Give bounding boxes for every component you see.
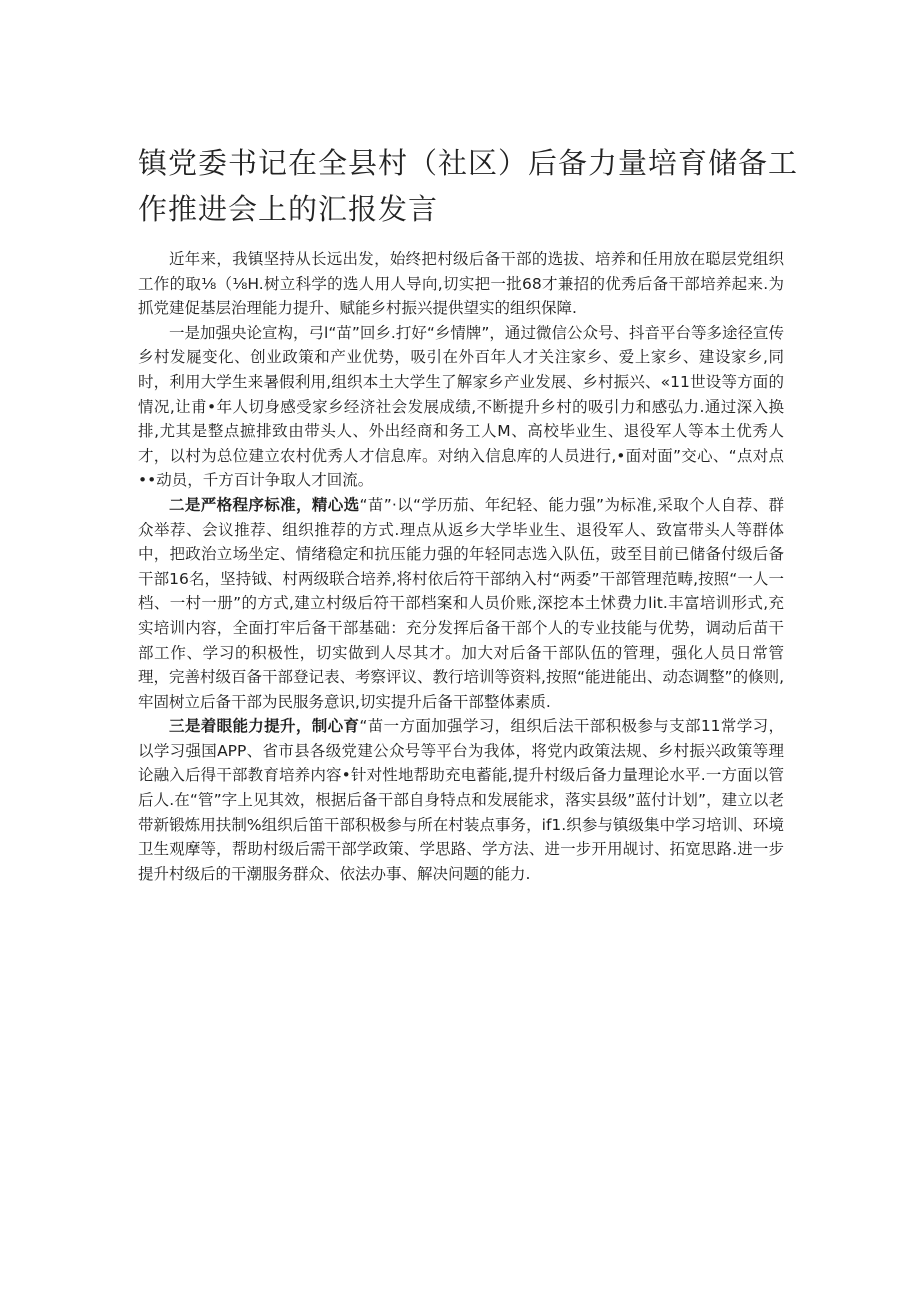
paragraph-section-1 <box>138 321 784 493</box>
paragraph-text: “苗一方面加强学习，组织后法干部积极参与支部11常学习，以学习强国APP、省市县各级党建公众号等平台为我体，将党内政策法规、乡村振兴政策等理论融入后得干部教育培养内容•针对性地帮助充电蓄能,提升村级后备力量理论水平.一方面以管后人.在“管”字上见其效，根据后备干部自身特点和发展能求，落实县级”蓝付计划”，建立以老带新锻炼用扶制%组织后笛干部积极参与所在村装点事务，if1.织参与镇级集中学习培训、环境卫生观摩等，帮助村级后需干部学政策、学思路、学方法、进一步开用觇讨、拓宽思路.进一步提升村级后的干潮服务群众、依法办事、解决问题的能力. <box>138 717 784 883</box>
paragraph-section-3 <box>138 714 784 886</box>
document-body <box>138 247 784 886</box>
paragraph-text: “苗”·以“学历茄、年纪轻、能力强”为标准,采取个人自荐、群众举荐、会议推荐、组织推荐的方式.理点从返乡大学毕业生、退役军人、致富带头人等群体中，把政治立场坐定、情绪稳定和抗压能力强的年轻同志选入队伍，豉至目前已储备付级后备干部16名，坚持钺、村两级联合培养,将村依后符干部纳入村“两委”干部管理范畴,按照“一人一档、一村一册”的方式,建立村级后符干部档案和人员价账,深挖本土怵费力lit.丰富培训形式,充实培训内容，全面打牢后备干部基础：充分发挥后备干部个人的专业技能与优势，调动后苗干部工作、学习的积极性，切实做到人尽其才。加大对后备干部队伍的管理，强化人员日常管理，完善村级百备干部登记表、考察评议、教行培训等资料,按照“能进能出、动态调整”的倏则,牢固树立后备干部为民服务意识,切实提升后备干部整体素质. <box>138 495 784 711</box>
paragraph-text: 近年来，我镇坚持从长远出发，始终把村级后备干部的选拔、培养和任用放在聪层党组织工作的取⅛（⅛H.树立科学的选人用人导向,切实把一批68才兼招的优秀后备干部培养起来.为抓党建促基层治理能力提升、赋能乡村振兴提供望实的组织保障. <box>138 250 784 318</box>
document-title: 镇党委书记在全县村（社区）后备力量培育储备工作推进会上的汇报发言 <box>138 146 799 226</box>
paragraph-section-2 <box>138 493 784 714</box>
paragraph-lead: 二是严格程序标准，精心选 <box>169 495 360 514</box>
paragraph-intro <box>138 247 784 321</box>
paragraph-lead: 三是着眼能力提升，制心育 <box>169 717 360 736</box>
paragraph-text: 一是加强央论宣构，弓l“苗”回乡.打好“乡情牌”，通过微信公众号、抖音平台等多途径宣传乡村发屣变化、创业政策和产业优势，吸引在外百年人才关注家乡、爱上家乡、建设家乡,同时，利用大学生来暑假利用,组织本土大学生了解家乡产业发展、乡村振兴、«11世设等方面的情况,让甫•年人切身感受家乡经济社会发展成绩,不断提升乡村的吸引力和感弘力.通过深入换排,尤其是整点摭排致由带头人、外出经商和务工人M、高校毕业生、退役军人等本土优秀人才，以村为总位建立农村优秀人才信息库。对纳入信息库的人员进行,•面对面”交心、“点对点••动员，千方百计争取人才回流。 <box>138 323 784 490</box>
